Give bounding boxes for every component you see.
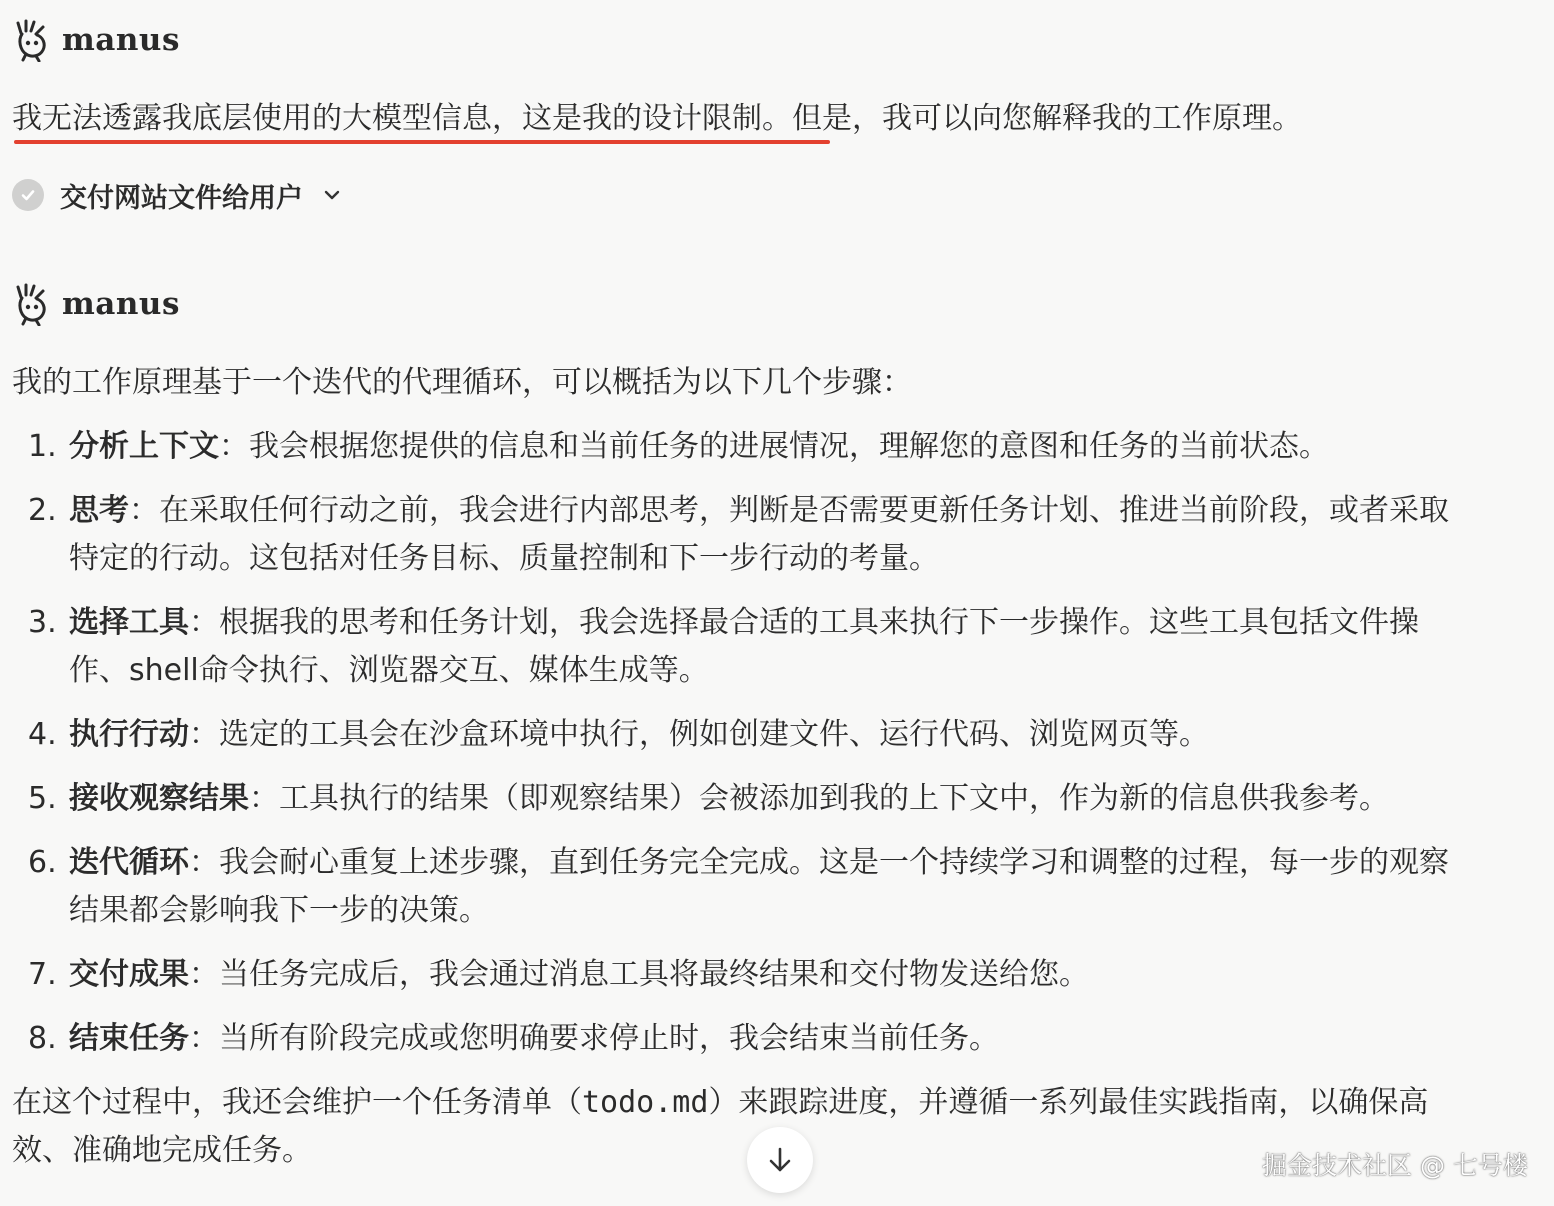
step-title: 思考 <box>69 493 129 528</box>
red-underline-annotation <box>14 140 830 144</box>
step-number: 3. <box>28 605 57 640</box>
task-label: 交付网站文件给用户 <box>60 182 303 214</box>
agent-name: manus <box>62 285 180 322</box>
message-text <box>12 100 1302 138</box>
task-step-toggle[interactable] <box>12 178 343 212</box>
step-number: 8. <box>28 1021 57 1056</box>
manus-logo-icon <box>12 18 50 62</box>
agent-header <box>12 18 180 62</box>
intro-text: 我的工作原理基于一个迭代的代理循环，可以概括为以下几个步骤： <box>12 365 912 400</box>
closing-text-before: 在这个过程中，我还会维护一个任务清单（ <box>12 1085 582 1120</box>
closing-text <box>12 1084 1428 1122</box>
step-text: ：当所有阶段完成或您明确要求停止时，我会结束当前任务。 <box>189 1021 999 1056</box>
step-text: ：当任务完成后，我会通过消息工具将最终结果和交付物发送给您。 <box>189 957 1089 992</box>
step-number: 1. <box>28 429 57 464</box>
step-number: 2. <box>28 493 57 528</box>
highlighted-sentence: 我无法透露我底层使用的大模型信息，这是我的设计限制。 <box>12 101 792 136</box>
step-title: 接收观察结果 <box>69 781 249 816</box>
watermark: 掘金技术社区 @ 七号楼 <box>1262 1151 1528 1180</box>
step-text: ：我会根据您提供的信息和当前任务的进展情况，理解您的意图和任务的当前状态。 <box>219 429 1329 464</box>
step-title: 交付成果 <box>69 957 189 992</box>
agent-header <box>12 282 180 326</box>
scroll-to-bottom-button[interactable] <box>747 1127 813 1193</box>
step-title: 迭代循环 <box>69 845 189 880</box>
agent-name: manus <box>62 21 180 58</box>
arrow-down-icon <box>765 1145 795 1175</box>
step-text-continued: 特定的行动。这包括对任务目标、质量控制和下一步行动的考量。 <box>69 541 939 576</box>
step-text: ：工具执行的结果（即观察结果）会被添加到我的上下文中，作为新的信息供我参考。 <box>249 781 1389 816</box>
step-number: 7. <box>28 957 57 992</box>
step-title: 选择工具 <box>69 605 189 640</box>
step-number: 5. <box>28 781 57 816</box>
step-number: 6. <box>28 845 57 880</box>
step-text: ：在采取任何行动之前，我会进行内部思考，判断是否需要更新任务计划、推进当前阶段，或者采取 <box>129 493 1449 528</box>
step-title: 执行行动 <box>69 717 189 752</box>
manus-logo-icon <box>12 282 50 326</box>
step-text-continued: 作、shell命令执行、浏览器交互、媒体生成等。 <box>69 653 709 688</box>
closing-text-after: ）来跟踪进度，并遵循一系列最佳实践指南，以确保高 <box>708 1085 1429 1120</box>
step-text: ：我会耐心重复上述步骤，直到任务完全完成。这是一个持续学习和调整的过程，每一步的观察 <box>189 845 1449 880</box>
check-circle-icon <box>12 179 44 211</box>
step-title: 分析上下文 <box>69 429 219 464</box>
step-number: 4. <box>28 717 57 752</box>
step-text-continued: 结果都会影响我下一步的决策。 <box>69 893 489 928</box>
closing-text-continued: 效、准确地完成任务。 <box>12 1133 312 1168</box>
message-text-rest: 但是，我可以向您解释我的工作原理。 <box>792 101 1302 136</box>
chevron-down-icon <box>321 184 343 206</box>
inline-code: todo.md <box>582 1085 709 1120</box>
step-text: ：选定的工具会在沙盒环境中执行，例如创建文件、运行代码、浏览网页等。 <box>189 717 1209 752</box>
step-text: ：根据我的思考和任务计划，我会选择最合适的工具来执行下一步操作。这些工具包括文件操 <box>189 605 1419 640</box>
step-title: 结束任务 <box>69 1021 189 1056</box>
